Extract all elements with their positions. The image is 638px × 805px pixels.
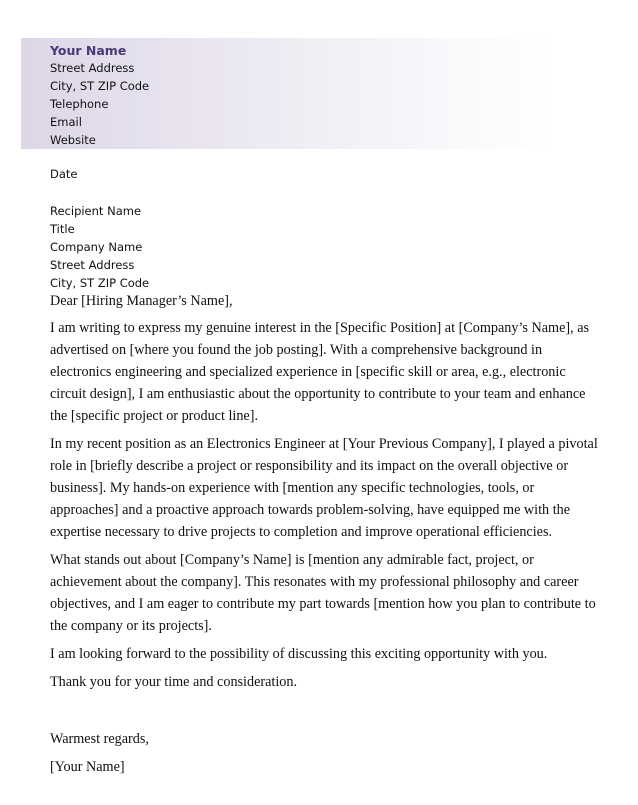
sender-website: Website xyxy=(50,133,96,147)
salutation: Dear [Hiring Manager’s Name], xyxy=(50,293,233,309)
recipient-city: City, ST ZIP Code xyxy=(50,276,150,290)
body-paragraph: Thank you for your time and consideration. xyxy=(50,674,298,690)
body-paragraph: I am writing to express my genuine interest in the [Specific Position] at [Company’s Name], as advertised on [where you found the job posting]. With a comprehensive background in electronics engineering and specialized experience in [specific skill or area, e.g., electronic circuit design], I am enthusiastic about the opportunity to contribute to your team and enhance the [specific project or product line]. xyxy=(50,320,590,424)
sender-street: Street Address xyxy=(50,61,135,75)
date-block xyxy=(50,165,78,183)
recipient-street: Street Address xyxy=(50,258,135,272)
closing: Warmest regards, xyxy=(50,731,149,747)
recipient-name: Recipient Name xyxy=(50,204,142,218)
sender-email: Email xyxy=(50,115,82,129)
body-paragraph: In my recent position as an Electronics Engineer at [Your Previous Company], I played a pivotal role in [briefly describe a project or responsibility and its impact on the overall objective or business]. My hands-on experience with [mention any specific technologies, tools, or approaches] and a proactive approach towards problem-solving, have equipped me with the expertise necessary to drive projects to completion and improve operational efficiencies. xyxy=(50,436,598,540)
body-paragraph: I am looking forward to the possibility of discussing this exciting opportunity with you. xyxy=(50,646,548,662)
recipient-block xyxy=(50,202,149,292)
signature: [Your Name] xyxy=(50,759,125,775)
sender-city: City, ST ZIP Code xyxy=(50,79,150,93)
sender-phone: Telephone xyxy=(50,97,109,111)
sender-name: Your Name xyxy=(50,43,127,58)
recipient-company: Company Name xyxy=(50,240,143,254)
body-paragraph: What stands out about [Company’s Name] is [mention any admirable fact, project, or achievement about the company]. This resonates with my professional philosophy and career objectives, and I am eager to contribute my part towards [mention how you plan to contribute to the company or its projects]. xyxy=(50,552,596,634)
recipient-title: Title xyxy=(50,222,75,236)
letter-date: Date xyxy=(50,167,78,181)
sender-block xyxy=(50,42,149,149)
